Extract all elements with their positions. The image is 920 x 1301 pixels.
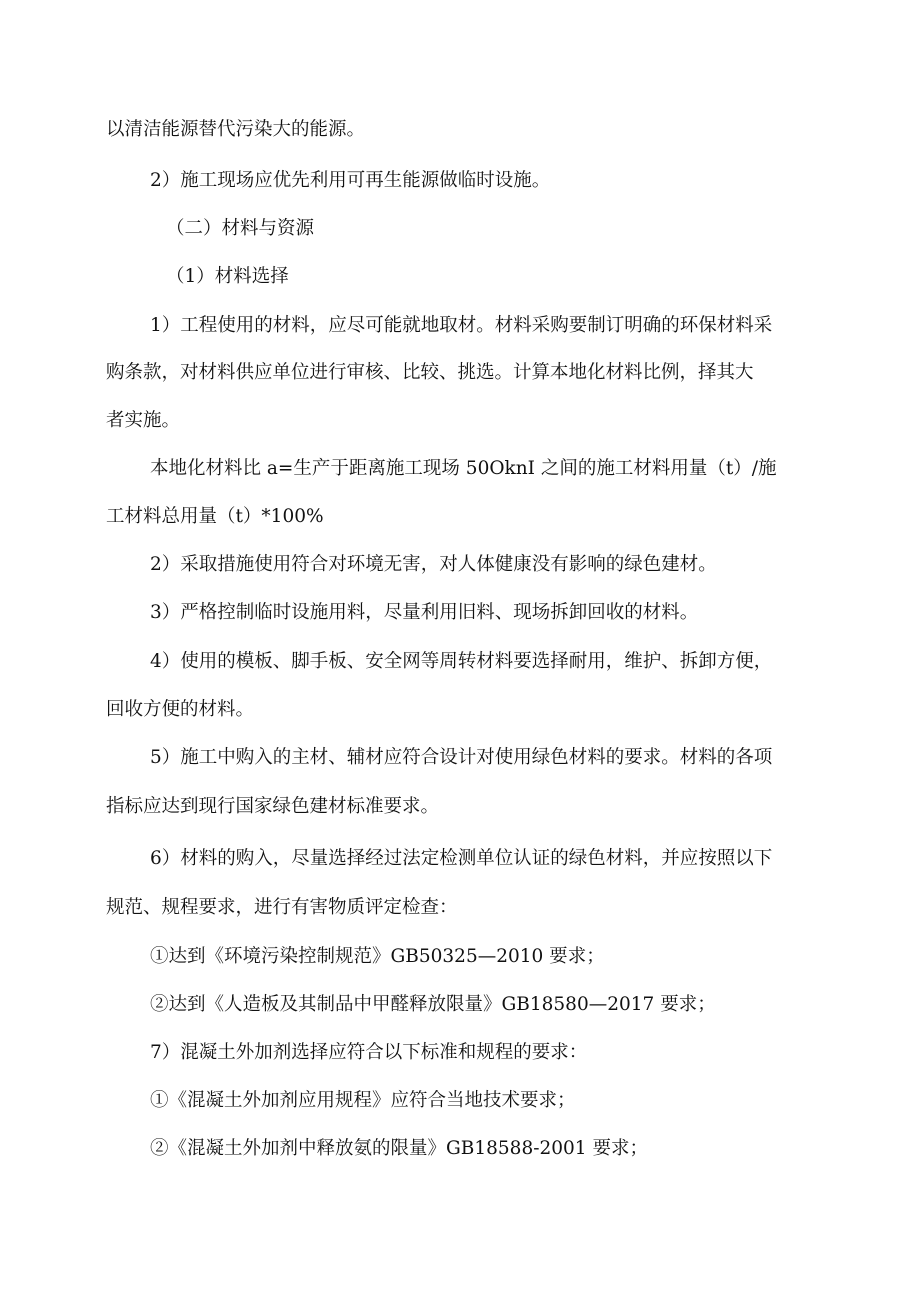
list-item-4-line-1: 4）使用的模板、脚手板、安全网等周转材料要选择耐用，维护、拆卸方便， bbox=[150, 651, 773, 672]
section-heading-materials: （二）材料与资源 bbox=[166, 218, 315, 239]
list-item-3: 3）严格控制临时设施用料，尽量利用旧料、现场拆卸回收的材料。 bbox=[150, 602, 699, 623]
list-item-energy-2: 2）施工现场应优先利用可再生能源做临时设施。 bbox=[150, 170, 551, 191]
list-item-5-line-2: 指标应达到现行国家绿色建材标准要求。 bbox=[106, 796, 440, 817]
formula-line-2: 工材料总用量（t）*100% bbox=[106, 506, 324, 527]
list-item-4-line-2: 回收方便的材料。 bbox=[106, 699, 255, 720]
standard-item-gb18588: ②《混凝土外加剂中释放氨的限量》GB18588-2001 要求； bbox=[150, 1138, 648, 1159]
standard-item-admixture-rules: ①《混凝土外加剂应用规程》应符合当地技术要求； bbox=[150, 1090, 576, 1111]
list-item-6-line-1: 6）材料的购入，尽量选择经过法定检测单位认证的绿色材料，并应按照以下 bbox=[150, 848, 773, 869]
formula-line-1: 本地化材料比 a=生产于距离施工现场 50OknI 之间的施工材料用量（t）/施 bbox=[150, 458, 777, 479]
subsection-heading-material-selection: （1）材料选择 bbox=[166, 266, 289, 287]
standard-item-gb18580: ②达到《人造板及其制品中甲醛释放限量》GB18580—2017 要求； bbox=[150, 994, 716, 1015]
list-item-1-line-3: 者实施。 bbox=[106, 410, 181, 431]
list-item-5-line-1: 5）施工中购入的主材、辅材应符合设计对使用绿色材料的要求。材料的各项 bbox=[150, 747, 773, 768]
list-item-6-line-2: 规范、规程要求，进行有害物质评定检查： bbox=[106, 897, 458, 918]
standard-item-gb50325: ①达到《环境污染控制规范》GB50325—2010 要求； bbox=[150, 946, 605, 967]
list-item-2: 2）采取措施使用符合对环境无害，对人体健康没有影响的绿色建材。 bbox=[150, 554, 717, 575]
list-item-1-line-2: 购条款，对材料供应单位进行审核、比较、挑选。计算本地化材料比例，择其大 bbox=[106, 362, 754, 383]
paragraph-line: 以清洁能源替代污染大的能源。 bbox=[106, 119, 366, 140]
list-item-7: 7）混凝土外加剂选择应符合以下标准和规程的要求： bbox=[150, 1042, 588, 1063]
list-item-1-line-1: 1）工程使用的材料，应尽可能就地取材。材料采购要制订明确的环保材料采 bbox=[150, 315, 773, 336]
